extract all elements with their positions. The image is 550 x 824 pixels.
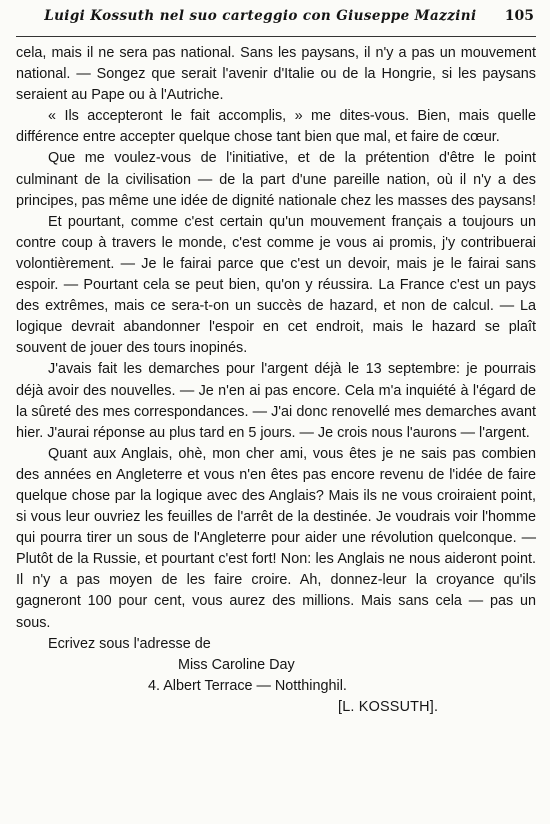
running-title: Luigi Kossuth nel suo carteggio con Giuseppe Mazzini xyxy=(44,8,477,24)
paragraph: « Ils accepteront le fait accomplis, » me dites-vous. Bien, mais quelle différence entre accepter quelque chose tant bien que mal, et faire de cœur. xyxy=(16,108,536,146)
signature: [L. KOSSUTH]. xyxy=(338,698,439,715)
paragraph: J'avais fait les demarches pour l'argent déjà le 13 septembre: je pourrais déjà avoir des nouvelles. — Je n'en ai pas encore. Cela m'a inquiété à l'égard de la sûreté des mes correspondances. — J'ai donc renovellé mes demarches avant hier. J'aurai réponse au plus tard en 5 jours. — Je crois nous l'aurons — l'argent. xyxy=(16,361,536,441)
letter-body xyxy=(16,43,536,634)
address-street: 4. Albert Terrace — Notthinghil. xyxy=(148,677,347,694)
book-page xyxy=(16,8,536,718)
page-header xyxy=(16,8,536,37)
paragraph: cela, mais il ne sera pas national. Sans les paysans, il n'y a pas un mouvement national. — Songez que serait l'avenir d'Italie ou de la Hongrie, si les paysans seraient au Pape ou à l'Autriche. xyxy=(16,45,536,104)
paragraph: Quant aux Anglais, ohè, mon cher ami, vous êtes je ne sais pas combien des années en Angleterre et vous n'en êtes pas encore revenu de l'idée de faire quelque chose par la logique avec des Anglais? Mais ils ne vous croiraient point, si vous leur ouvriez les feuilles de l'arrêt de la destinée. Je voudrais voir l'homme qui pourra tirer un sous de l'Angleterre pour aider une révolution quelconque. — Plutôt de la Russie, et pourtant c'est fort! Non: les Anglais ne nous aideront point. Il n'y a pas moyen de les faire croire. Ah, donnez-leur la croyance qu'ils gagneront 100 pour cent, vous aurez des millions. Mais sans cela — pas un sous. xyxy=(16,445,536,631)
address-intro: Ecrivez sous l'adresse de xyxy=(48,635,211,652)
paragraph: Et pourtant, comme c'est certain qu'un mouvement français a toujours un contre coup à travers le monde, c'est comme je vous ai promis, j'y contribuerai volontièrement. — Je le fairai parce que c'est un devoir, mais je le fairai sans espoir. — Pourtant cela se peut bien, qu'on y réussira. La France c'est un pays des extrêmes, mais ce sera-t-on un succès de hazard, et non de calcul. — La logique devrait abandonner l'espoir en cet endroit, mais le hazard se plaît souvent de jouer des tours inopinés. xyxy=(16,213,536,357)
letter-closing xyxy=(16,634,536,718)
paragraph: Que me voulez-vous de l'initiative, et de la prétention d'être le point culminant de la civilisation — de la part d'une pareille nation, où il n'y a des principes, pas même une idée de dignité nationale chez les masses des paysans! xyxy=(16,150,536,209)
address-recipient: Miss Caroline Day xyxy=(178,656,295,673)
page-number: 105 xyxy=(504,8,534,24)
